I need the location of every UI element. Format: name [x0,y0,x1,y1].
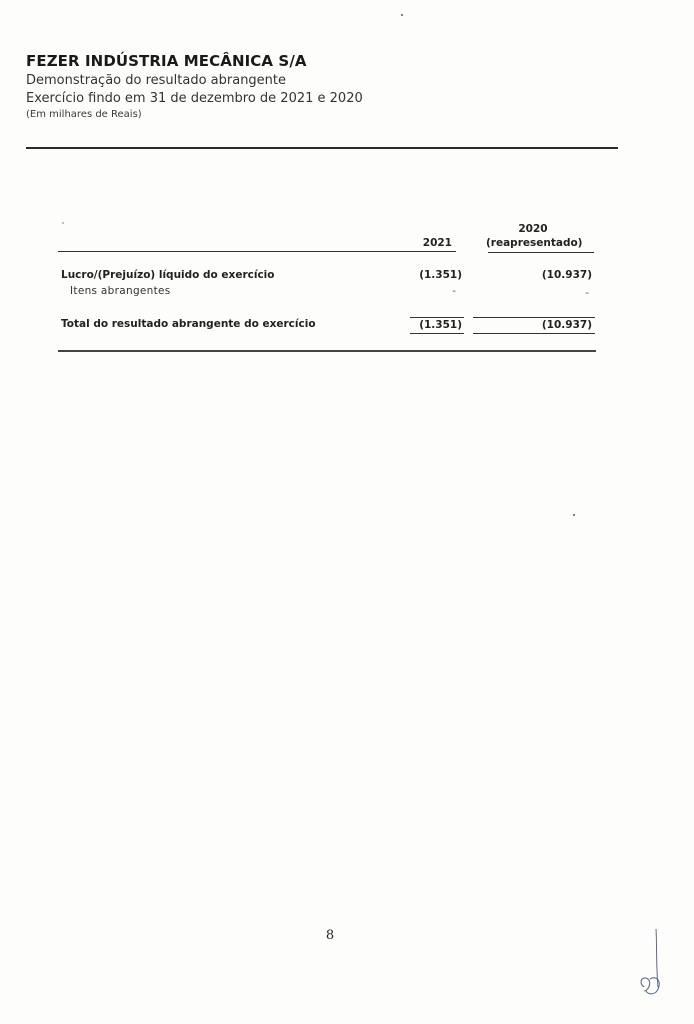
row-label-comprehensive-items: Itens abrangentes [70,285,171,297]
row-value-total-2020: (10.937) [541,319,592,331]
scan-speck [401,14,403,16]
column-header-2020-note: (reapresentado) [486,237,583,249]
table-bottom-rule [58,350,596,352]
row-label-net-income: Lucro/(Prejuízo) líquido do exercício [61,269,275,281]
row-value-net-income-2020: (10.937) [541,269,592,281]
total-bottom-rule-2021 [410,333,464,334]
page-number: 8 [325,928,335,943]
column-header-2020: 2020 [518,223,548,235]
statement-period: Exercício findo em 31 de dezembro de 2021 e 2020 [26,91,363,106]
total-bottom-rule-2020 [473,333,595,334]
currency-unit: (Em milhares de Reais) [26,109,142,120]
row-label-total: Total do resultado abrangente do exercício [61,318,316,330]
row-value-comprehensive-items-2021: - [452,285,456,297]
scan-speck [573,514,575,516]
header-divider [26,147,618,149]
row-value-total-2021: (1.351) [419,319,462,331]
column-header-2021: 2021 [422,237,452,249]
row-value-net-income-2021: (1.351) [419,269,462,281]
statement-title: Demonstração do resultado abrangente [26,73,287,88]
company-name: FEZER INDÚSTRIA MECÂNICA S/A [26,52,307,70]
scan-speck [62,222,64,224]
signature-initials-icon [636,925,686,1005]
row-value-comprehensive-items-2020: - [585,287,589,299]
total-top-rule-2020 [473,317,595,318]
total-top-rule-2021 [410,317,464,318]
table-header-rule [58,251,456,252]
column-2020-header-rule [488,252,594,253]
